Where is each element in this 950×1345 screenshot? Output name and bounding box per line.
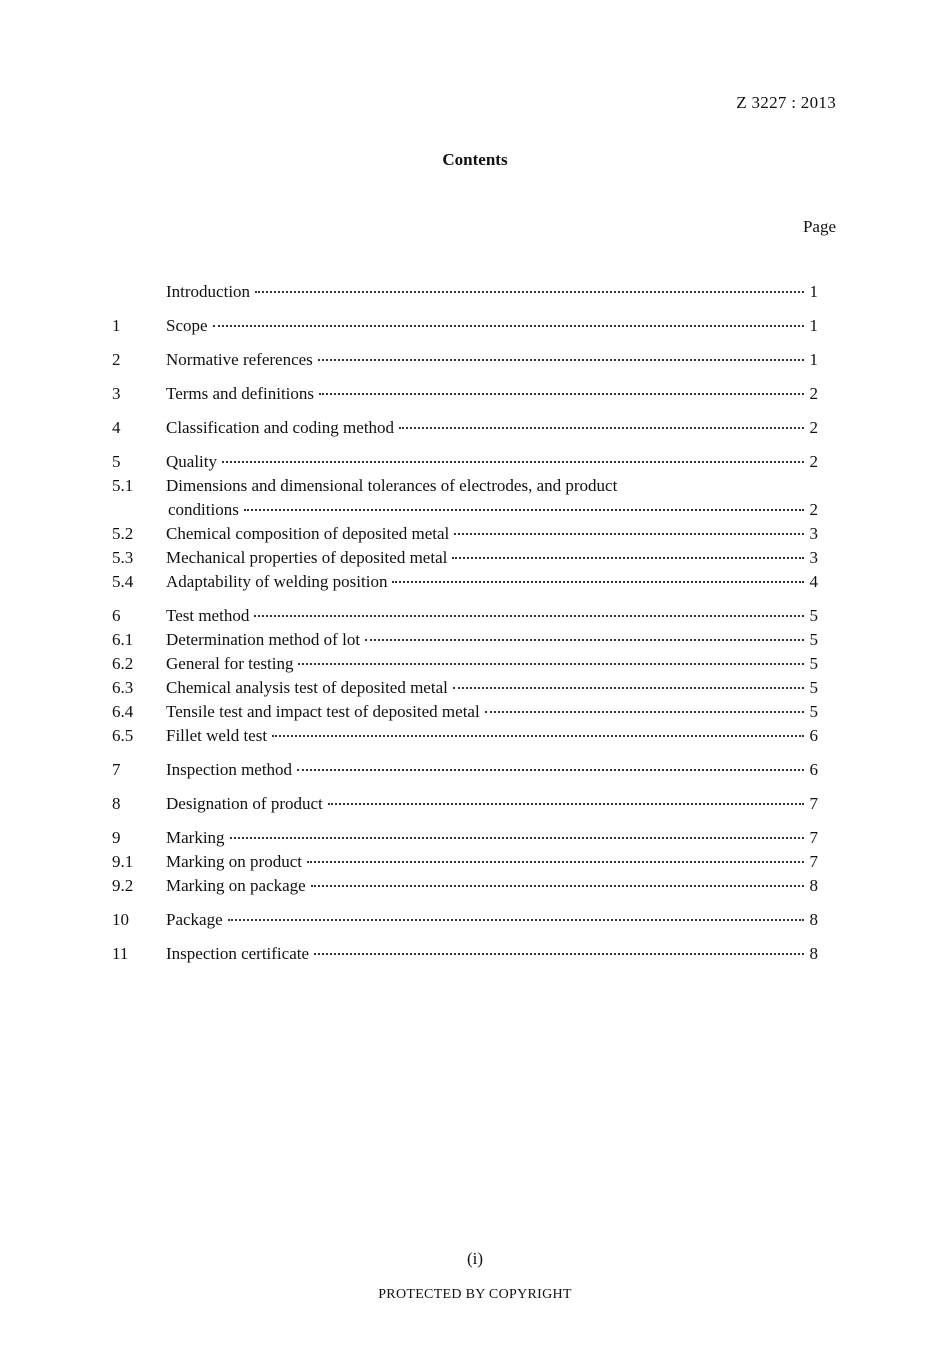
toc-entry-page: 5 <box>809 678 818 697</box>
toc-entry-page: 4 <box>809 572 818 591</box>
toc-entry-title: Scope <box>166 316 208 335</box>
toc-entry-page: 5 <box>809 630 818 649</box>
toc-entry-number: 9 <box>112 828 121 847</box>
toc-entry-number: 9.2 <box>112 876 134 895</box>
dot-leader <box>328 803 804 805</box>
toc-entry-number: 5 <box>112 452 121 471</box>
toc-entry[interactable] <box>112 382 818 406</box>
dot-leader <box>318 359 804 361</box>
dot-leader <box>244 509 804 511</box>
toc-entry[interactable] <box>112 546 818 570</box>
toc-entry-number: 6.3 <box>112 678 134 697</box>
toc-entry-number: 3 <box>112 384 121 403</box>
toc-entry-number: 6.5 <box>112 726 134 745</box>
page-column-label: Page <box>802 217 836 236</box>
dot-leader <box>272 735 804 737</box>
toc-entry[interactable] <box>112 676 818 700</box>
toc-entry[interactable] <box>112 700 818 724</box>
toc-entry-title: Determination method of lot <box>166 630 361 649</box>
toc-entry[interactable] <box>112 522 818 546</box>
toc-entry[interactable] <box>112 792 818 816</box>
toc-entry[interactable] <box>112 348 818 372</box>
toc-entry[interactable] <box>112 314 818 338</box>
toc-entry-page: 5 <box>809 654 818 673</box>
dot-leader <box>392 581 804 583</box>
document-id: Z 3227 : 2013 <box>736 93 836 112</box>
toc-entry-title: Terms and definitions <box>166 384 315 403</box>
toc-entry[interactable] <box>112 628 818 652</box>
toc-entry-page: 8 <box>809 876 818 895</box>
toc-entry-page: 8 <box>809 910 818 929</box>
toc-entry-page: 5 <box>809 606 818 625</box>
footer-page-number: (i) <box>466 1249 484 1268</box>
toc-entry-title: Introduction <box>166 282 251 301</box>
toc-entry-title: General for testing <box>166 654 294 673</box>
toc-entry-title: Classification and coding method <box>166 418 395 437</box>
toc-entry-number: 5.3 <box>112 548 134 567</box>
dot-leader <box>222 461 804 463</box>
toc-entry[interactable] <box>112 570 818 594</box>
toc-entry-page: 1 <box>809 316 818 335</box>
toc-entry-number: 7 <box>112 760 121 779</box>
toc-entry-title: Mechanical properties of deposited metal <box>166 548 448 567</box>
toc-entry[interactable] <box>112 826 818 850</box>
toc-entry-number: 5.2 <box>112 524 134 543</box>
dot-leader <box>213 325 804 327</box>
toc-entry-number: 9.1 <box>112 852 134 871</box>
toc-entry[interactable] <box>112 874 818 898</box>
copyright-notice: PROTECTED BY COPYRIGHT <box>378 1287 572 1302</box>
toc-entry[interactable] <box>112 724 818 748</box>
toc-entry-page: 5 <box>809 702 818 721</box>
toc-entry-number: 6.2 <box>112 654 134 673</box>
toc-entry-title: Inspection method <box>166 760 293 779</box>
dot-leader <box>230 837 804 839</box>
toc-entry[interactable] <box>112 908 818 932</box>
toc-entry-number: 10 <box>112 910 129 929</box>
toc-entry[interactable] <box>112 652 818 676</box>
toc-entry-title: Normative references <box>166 350 313 369</box>
dot-leader <box>365 639 804 641</box>
table-of-contents <box>112 280 818 966</box>
toc-entry-title: Marking <box>166 828 225 847</box>
toc-entry-number: 5.4 <box>112 572 134 591</box>
toc-entry-number: 8 <box>112 794 121 813</box>
toc-entry[interactable] <box>112 850 818 874</box>
toc-entry-title: Fillet weld test <box>166 726 268 745</box>
dot-leader <box>311 885 804 887</box>
dot-leader <box>452 557 804 559</box>
toc-entry-page: 7 <box>809 852 818 871</box>
toc-entry-page: 7 <box>809 828 818 847</box>
dot-leader <box>314 953 804 955</box>
toc-entry-page: 1 <box>809 282 818 301</box>
toc-entry-title: Designation of product <box>166 794 323 813</box>
toc-entry-number: 4 <box>112 418 121 437</box>
dot-leader <box>254 615 804 617</box>
toc-entry-title: Chemical analysis test of deposited metal <box>166 678 448 697</box>
toc-entry-number: 5.1 <box>112 476 134 495</box>
dot-leader <box>453 687 804 689</box>
toc-entry-page: 2 <box>809 384 818 403</box>
toc-entry-page: 2 <box>809 452 818 471</box>
dot-leader <box>297 769 804 771</box>
dot-leader <box>307 861 804 863</box>
toc-entry-page: 3 <box>809 548 818 567</box>
toc-entry[interactable] <box>112 474 818 498</box>
dot-leader <box>298 663 804 665</box>
dot-leader <box>319 393 804 395</box>
dot-leader <box>485 711 804 713</box>
toc-entry-number: 11 <box>112 944 129 963</box>
toc-entry-page: 2 <box>809 500 818 519</box>
toc-entry-title: Dimensions and dimensional tolerances of electrodes, and product <box>166 476 618 495</box>
toc-entry-title: Marking on product <box>166 852 302 871</box>
dot-leader <box>228 919 804 921</box>
toc-entry[interactable] <box>112 604 818 628</box>
dot-leader <box>399 427 804 429</box>
toc-entry[interactable] <box>112 942 818 966</box>
toc-entry[interactable] <box>112 280 818 304</box>
toc-entry-number: 6.1 <box>112 630 134 649</box>
page-title: Contents <box>442 150 508 169</box>
toc-entry-page: 1 <box>809 350 818 369</box>
toc-entry-title: Test method <box>166 606 250 625</box>
toc-entry-title: conditions <box>168 500 239 519</box>
toc-entry-page: 3 <box>809 524 818 543</box>
toc-entry-title: Quality <box>166 452 217 471</box>
toc-entry-page: 6 <box>809 726 818 745</box>
toc-entry-title: Marking on package <box>166 876 306 895</box>
toc-entry-title: Chemical composition of deposited metal <box>166 524 450 543</box>
toc-entry-number: 6 <box>112 606 121 625</box>
toc-entry-title: Adaptability of welding position <box>166 572 388 591</box>
toc-entry-title: Tensile test and impact test of deposited metal <box>166 702 480 721</box>
toc-entry-number: 2 <box>112 350 121 369</box>
toc-entry-page: 2 <box>809 418 818 437</box>
toc-entry-page: 7 <box>809 794 818 813</box>
toc-entry[interactable] <box>112 758 818 782</box>
toc-entry[interactable] <box>112 416 818 440</box>
dot-leader <box>255 291 804 293</box>
toc-entry-title: Inspection certificate <box>166 944 310 963</box>
dot-leader <box>454 533 804 535</box>
toc-entry-number: 1 <box>112 316 121 335</box>
toc-entry[interactable] <box>112 450 818 474</box>
toc-entry-number: 6.4 <box>112 702 134 721</box>
toc-entry[interactable] <box>112 498 818 522</box>
toc-entry-page: 8 <box>809 944 818 963</box>
toc-entry-title: Package <box>166 910 223 929</box>
toc-entry-page: 6 <box>809 760 818 779</box>
